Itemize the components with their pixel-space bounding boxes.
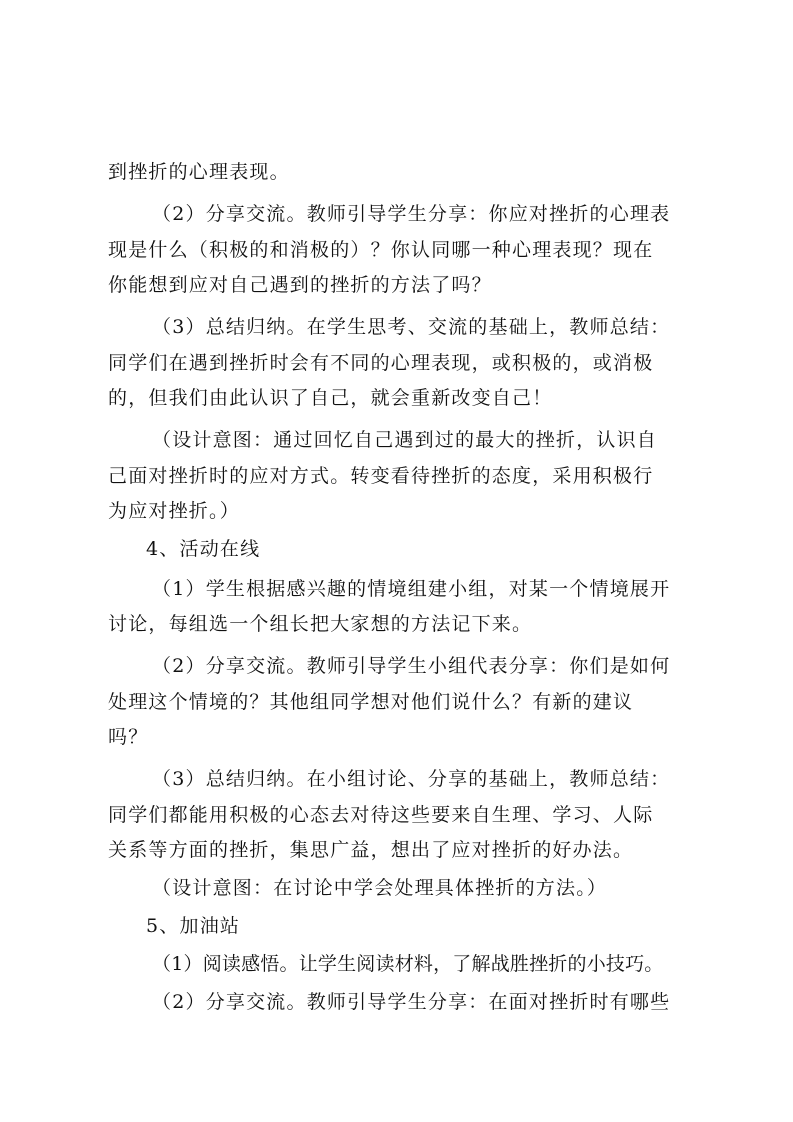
text-line-7: 的，但我们由此认识了自己，就会重新改变自己！: [108, 387, 553, 409]
text-line-19: 关系等方面的挫折，集思广益，想出了应对挫折的好办法。: [108, 839, 634, 861]
text-line-1: 到挫折的心理表现。: [108, 161, 290, 183]
text-line-20: （设计意图：在讨论中学会处理具体挫折的方法。）: [152, 877, 608, 899]
text-line-6: 同学们在遇到挫折时会有不同的心理表现，或积极的，或消极: [108, 352, 654, 374]
text-line-5: （3）总结归纳。在学生思考、交流的基础上，教师总结：: [152, 316, 671, 338]
text-line-15: 处理这个情境的？其他组同学想对他们说什么？有新的建议: [108, 691, 634, 713]
text-line-9: 己面对挫折时的应对方式。转变看待挫折的态度，采用积极行: [108, 465, 654, 487]
section-heading-5: 5、加油站: [146, 915, 241, 937]
text-line-22: （1）阅读感悟。让学生阅读材料，了解战胜挫折的小技巧。: [152, 953, 664, 975]
text-line-12: （1）学生根据感兴趣的情境组建小组，对某一个情境展开: [152, 578, 671, 600]
text-line-8: （设计意图：通过回忆自己遇到过的最大的挫折，认识自: [152, 429, 658, 451]
text-line-17: （3）总结归纳。在小组讨论、分享的基础上，教师总结：: [152, 768, 671, 790]
text-line-23: （2）分享交流。教师引导学生分享：在面对挫折时有哪些: [152, 991, 671, 1013]
text-line-3: 现是什么（积极的和消极的）？你认同哪一种心理表现？现在: [108, 239, 654, 261]
text-line-18: 同学们都能用积极的心态去对待这些要来自生理、学习、人际: [108, 804, 654, 826]
text-line-10: 为应对挫折。）: [108, 500, 240, 522]
text-line-2: （2）分享交流。教师引导学生分享：你应对挫折的心理表: [152, 203, 671, 225]
section-heading-4: 4、活动在线: [146, 538, 261, 560]
text-line-13: 讨论，每组选一个组长把大家想的方法记下来。: [108, 613, 533, 635]
text-line-16: 吗？: [108, 726, 149, 748]
text-line-14: （2）分享交流。教师引导学生小组代表分享：你们是如何: [152, 655, 671, 677]
text-line-4: 你能想到应对自己遇到的挫折的方法了吗？: [108, 274, 492, 296]
